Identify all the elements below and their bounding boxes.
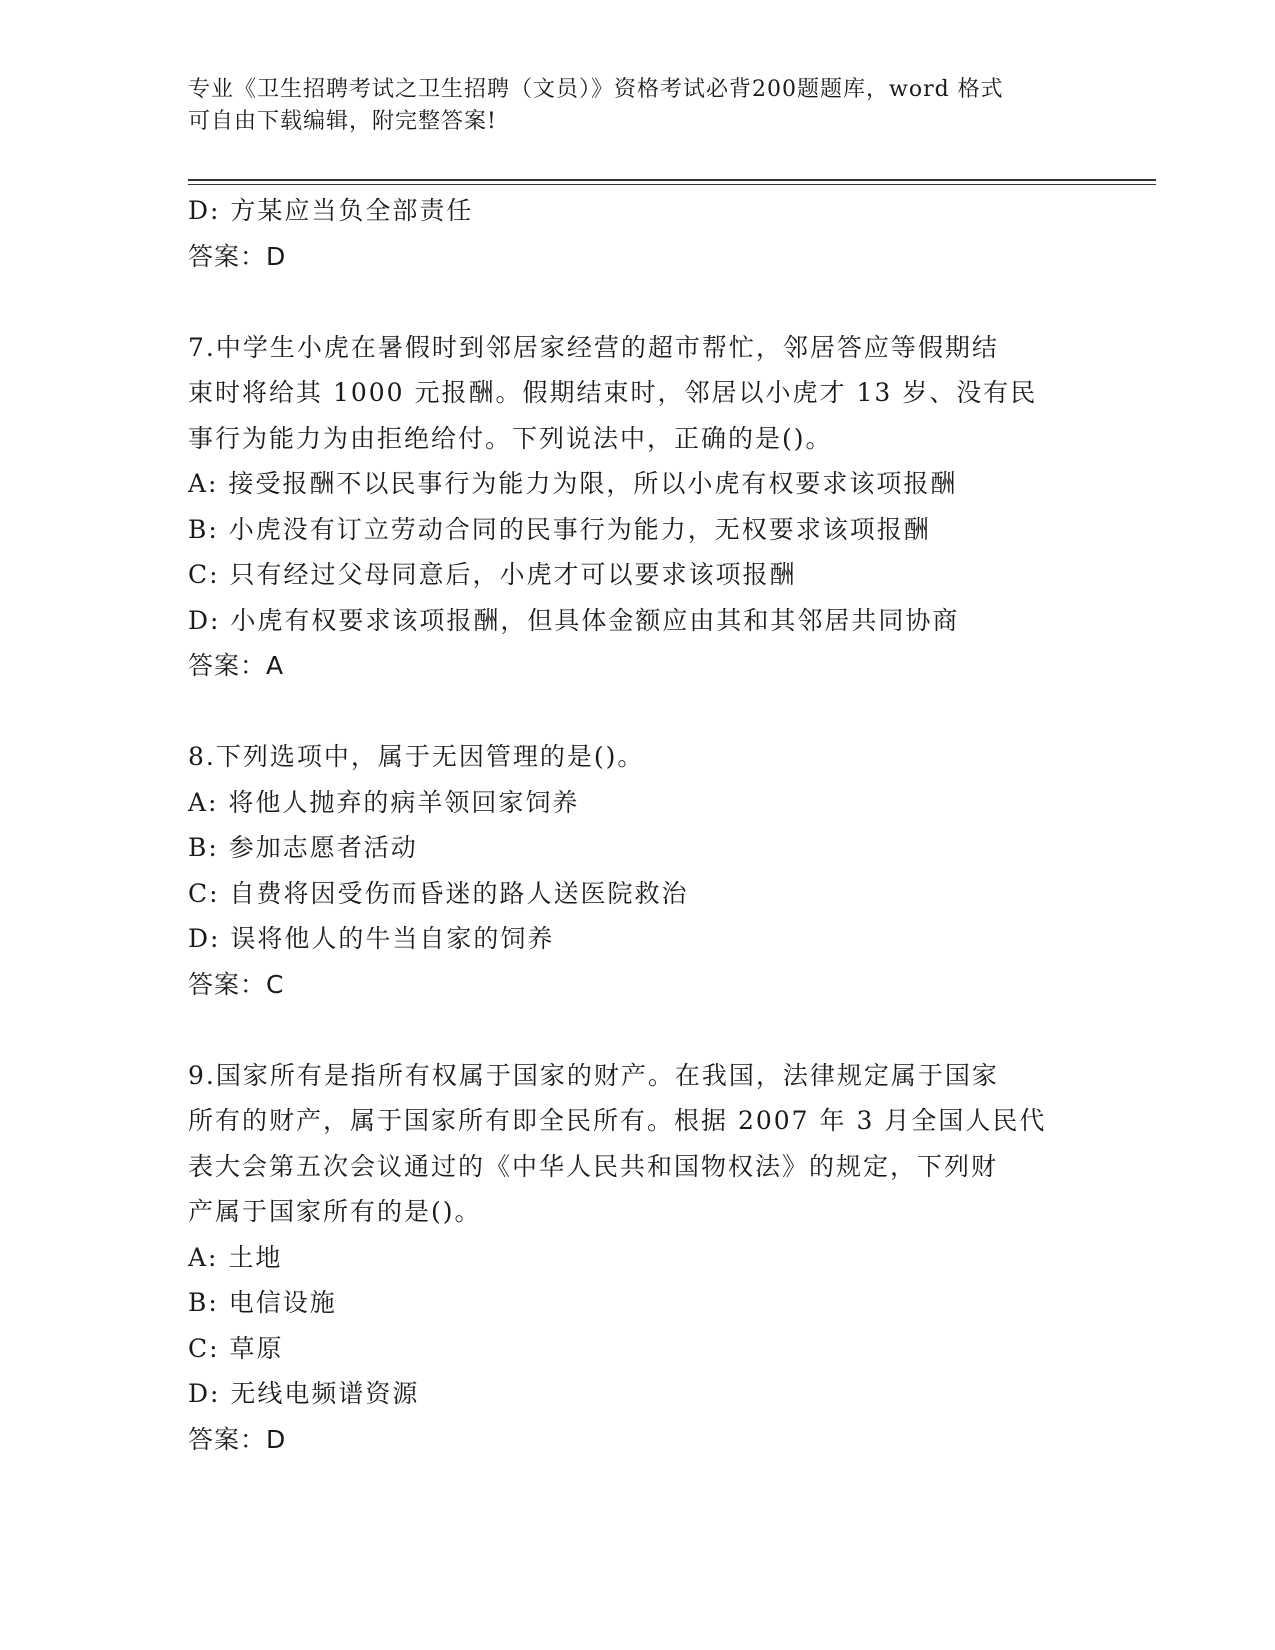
question-7-text-line: 束时将给其 1000 元报酬。假期结束时，邻居以小虎才 13 岁、没有民 [188, 378, 1038, 407]
question-8 [188, 734, 1088, 1007]
question-9-text-line: 所有的财产，属于国家所有即全民所有。根据 2007 年 3 月全国人民代 [188, 1106, 1047, 1135]
question-7-option-c: C: 只有经过父母同意后，小虎才可以要求该项报酬 [188, 560, 797, 589]
question-9-option-c: C: 草原 [188, 1333, 284, 1363]
prev-option-d: D: 方某应当负全部责任 [188, 196, 474, 225]
question-8-option-a: A: 将他人抛弃的病羊领回家饲养 [188, 787, 580, 817]
header-divider-thick [188, 179, 1156, 181]
question-9-option-a: A: 土地 [188, 1242, 283, 1272]
question-9 [188, 1053, 1088, 1463]
question-7-answer: 答案：A [188, 651, 285, 680]
question-9-text-line: 产属于国家所有的是()。 [188, 1197, 482, 1226]
header-line-2: 可自由下载编辑，附完整答案! [188, 109, 497, 134]
question-content [188, 188, 1088, 1462]
question-9-text-line: 9.国家所有是指所有权属于国家的财产。在我国，法律规定属于国家 [188, 1060, 999, 1090]
question-9-answer: 答案：D [188, 1424, 287, 1454]
question-7-text-line: 7.中学生小虎在暑假时到邻居家经营的超市帮忙，邻居答应等假期结 [188, 332, 999, 362]
question-8-text-line: 8.下列选项中，属于无因管理的是()。 [188, 742, 645, 771]
header-line-1: 专业《卫生招聘考试之卫生招聘（文员）》资格考试必背200题题库，word 格式 [188, 77, 1004, 102]
question-7 [188, 325, 1088, 689]
question-7-option-d: D: 小虎有权要求该项报酬，但具体金额应由其和其邻居共同协商 [188, 605, 960, 635]
question-8-answer: 答案：C [188, 969, 285, 999]
question-8-option-d: D: 误将他人的牛当自家的饲养 [188, 924, 555, 953]
prev-answer: 答案：D [188, 241, 287, 271]
question-8-option-b: B: 参加志愿者活动 [188, 833, 418, 862]
question-9-option-d: D: 无线电频谱资源 [188, 1379, 420, 1408]
question-7-option-a: A: 接受报酬不以民事行为能力为限，所以小虎有权要求该项报酬 [188, 469, 958, 498]
header-divider-thin [188, 184, 1156, 185]
question-8-option-c: C: 自费将因受伤而昏迷的路人送医院救治 [188, 878, 689, 908]
question-9-option-b: B: 电信设施 [188, 1288, 337, 1317]
question-7-text-line: 事行为能力为由拒绝给付。下列说法中，正确的是()。 [188, 423, 833, 453]
question-9-text-line: 表大会第五次会议通过的《中华人民共和国物权法》的规定，下列财 [188, 1151, 999, 1181]
document-header [188, 74, 1088, 138]
question-7-option-b: B: 小虎没有订立劳动合同的民事行为能力，无权要求该项报酬 [188, 514, 931, 544]
